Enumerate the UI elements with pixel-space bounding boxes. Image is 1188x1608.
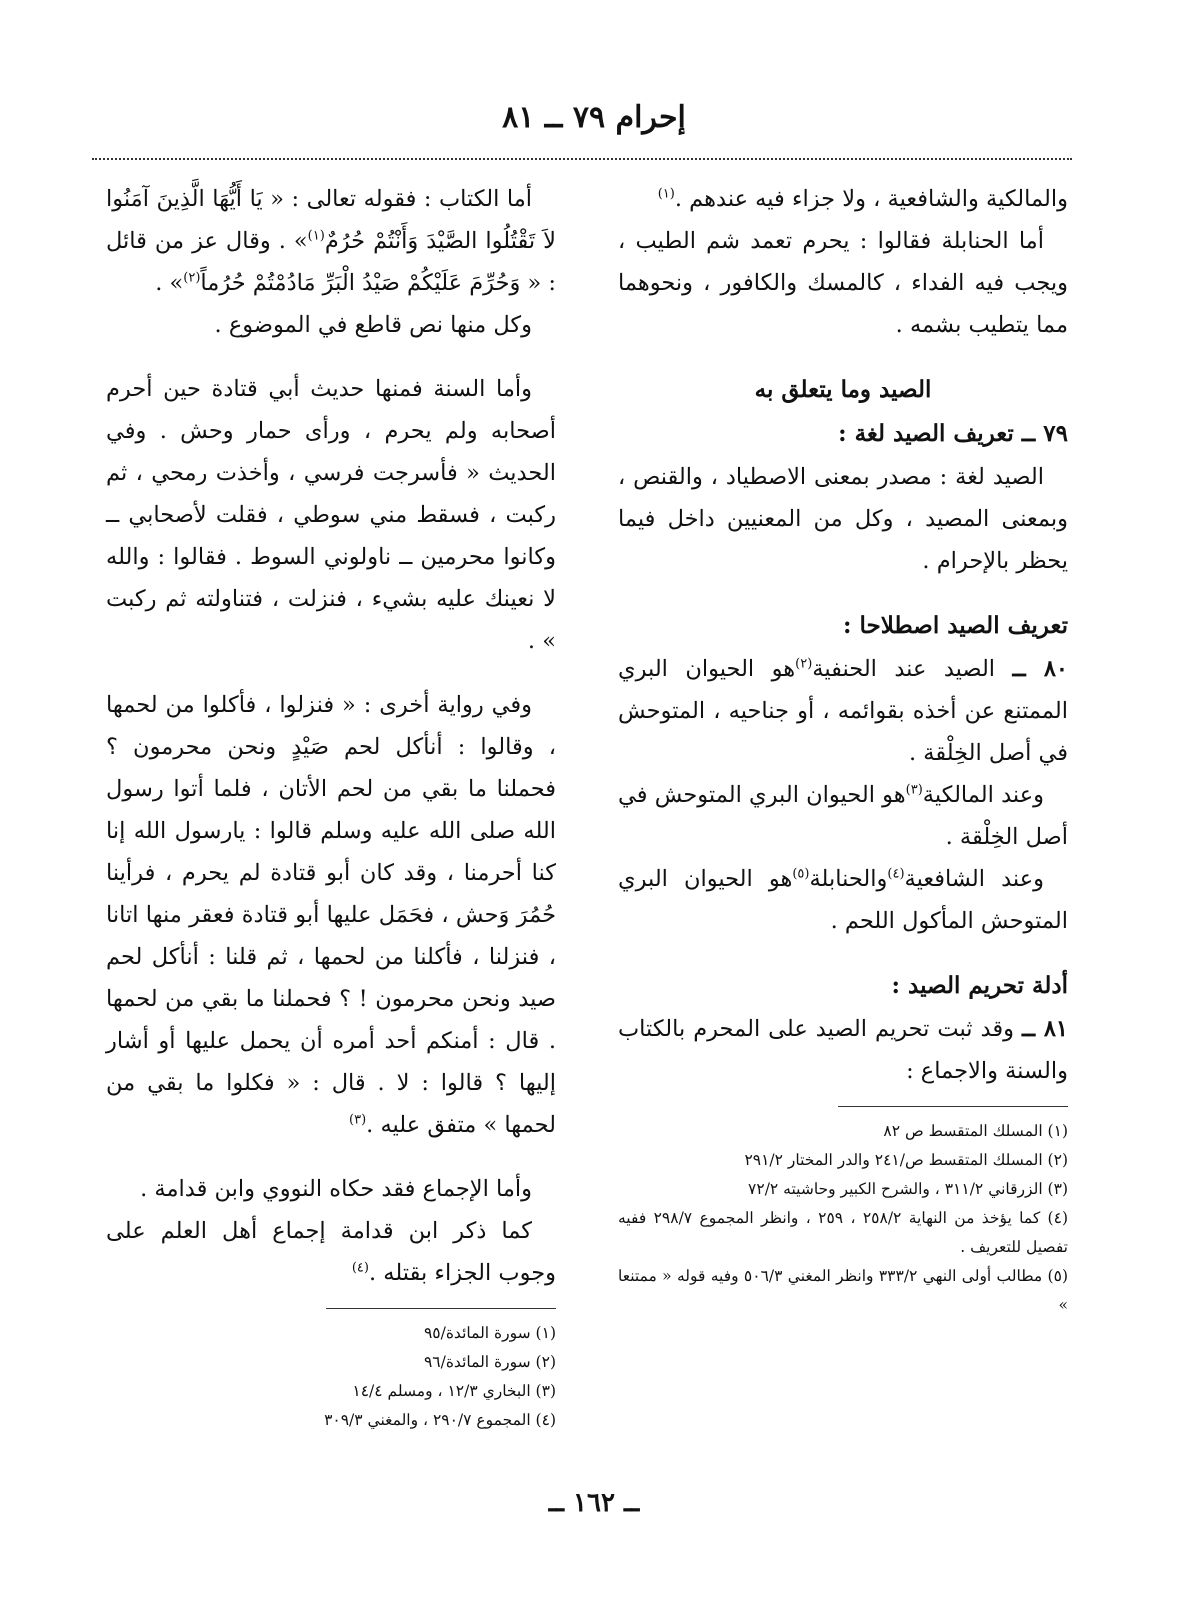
footnote-ref: (١) — [657, 186, 675, 202]
item-number: ٧٩ ــ — [1021, 420, 1068, 447]
footnote-ref: (١) — [307, 228, 325, 244]
text: الصيد عند الحنفية — [812, 656, 996, 682]
item-title: تعريف الصيد لغة : — [838, 420, 1014, 447]
section-title: الصيد وما يتعلق به — [754, 376, 932, 403]
text: هو الحيوان البري المتوحش المأكول اللحم . — [618, 866, 1068, 934]
footnote-ref: (٣) — [905, 782, 923, 798]
text: وعند المالكية — [922, 782, 1044, 808]
paragraph — [106, 684, 556, 1146]
paragraph — [618, 858, 1068, 942]
footnote: (١) سورة المائدة/٩٥ — [423, 1324, 556, 1342]
item-heading-79 — [618, 412, 1068, 456]
footnote: (٢) سورة المائدة/٩٦ — [423, 1353, 556, 1371]
footnote: (٣) البخاري ١٢/٣ ، ومسلم ١٤/٤ — [352, 1382, 556, 1400]
paragraph: وأما السنة فمنها حديث أبي قتادة حين أحرم أصحابه ولم يحرم ، ورأى حمار وحش . وفي الحديث « فأسرجت فرسي ، وأخذت رمحي ، ثم ركبت ، فسقط مني سوطي ، فقلت لأصحابي ــ وكانوا محرمين ــ ناولوني السوط . فقالوا : والله لا نعينك عليه بشيء ، فنزلت ، فتناولته ثم ركبت » . — [106, 376, 556, 654]
text: هو الحيوان البري المتوحش في أصل الخِلْقة . — [618, 782, 1068, 850]
page-number: ــ ١٦٢ ــ — [548, 1488, 640, 1518]
right-column — [618, 178, 1068, 1320]
footnote-ref: (٤) — [351, 1260, 369, 1276]
text: والحنابلة — [809, 866, 888, 892]
paragraph: وأما الإجماع فقد حكاه النووي وابن قدامة . — [140, 1176, 532, 1202]
page-header: إحرام ٧٩ ــ ٨١ — [502, 100, 686, 135]
paragraph-81 — [618, 1008, 1068, 1092]
footnote: (٥) مطالب أولى النهي ٣٣٣/٢ وانظر المغني ٥٠٦/٣ وفيه قوله « ممتنعا » — [618, 1267, 1068, 1314]
footnote-divider — [326, 1308, 556, 1309]
text: » . وقال عز من قائل : « وَحُرِّمَ عَلَيْكُمْ صَيْدُ الْبَرِّ مَادُمْتُمْ حُرُماً — [106, 228, 556, 296]
term-heading: تعريف الصيد اصطلاحا : — [842, 612, 1068, 639]
paragraph — [106, 1210, 556, 1294]
text: أما الكتاب : فقوله تعالى : « يَا أَيُّهَا الَّذِينَ آمَنُوا لاَ تَقْتُلُوا الصَّيْدَ وَأَنْتُمْ حُرُمٌ — [106, 186, 557, 254]
item-number: ٨١ ــ — [1021, 1016, 1068, 1042]
evidence-heading: أدلة تحريم الصيد : — [891, 972, 1068, 999]
footnote: (٤) المجموع ٢٩٠/٧ ، والمغني ٣٠٩/٣ — [324, 1411, 556, 1429]
text: كما ذكر ابن قدامة إجماع أهل العلم على وجوب الجزاء بقتله . — [106, 1218, 556, 1286]
footnote: (٣) الزرقاني ٣١١/٢ ، والشرح الكبير وحاشيته ٧٢/٢ — [748, 1180, 1068, 1198]
text: وفي رواية أخرى : « فنزلوا ، فأكلوا من لحمها ، وقالوا : أنأكل لحم صَيْدٍ ونحن محرمون ؟ فحملنا ما بقي من لحم الأتان ، فلما أتوا رسول الله صلى الله عليه وسلم قالوا : يارسول الله إنا كنا أحرمنا ، وقد كان أبو قتادة لم يحرم ، فرأينا حُمُرَ وَحش ، فحَمَل عليها أبو قتادة فعقر منها اتانا ، فنزلنا ، فأكلنا من لحمها ، ثم قلنا : أنأكل لحم صيد ونحن محرمون ! ؟ فحملنا ما بقي من لحمها . قال : أمنكم أحد أمره أن يحمل عليها أو أشار إليها ؟ قالوا : لا . قال : « فكلوا ما بقي من لحمها » متفق عليه . — [106, 692, 556, 1138]
text: وقد ثبت تحريم الصيد على المحرم بالكتاب والسنة والاجماع : — [618, 1016, 1068, 1084]
text: والمالكية والشافعية ، ولا جزاء فيه عندهم . — [674, 186, 1068, 212]
footnote: (٤) كما يؤخذ من النهاية ٢٥٨/٢ ، ٢٥٩ ، وانظر المجموع ٢٩٨/٧ ففيه تفصيل للتعريف . — [618, 1209, 1068, 1256]
text: هو الحيوان البري الممتنع عن أخذه بقوائمه ، أو جناحيه ، المتوحش في أصل الخِلْقة . — [618, 656, 1068, 766]
paragraph-80 — [618, 648, 1068, 774]
header-divider — [92, 158, 1072, 160]
footnote-ref: (٢) — [183, 270, 201, 286]
paragraph — [618, 178, 1068, 220]
paragraph: وكل منها نص قاطع في الموضوع . — [214, 312, 532, 338]
footnote-divider — [838, 1106, 1068, 1107]
paragraph — [106, 178, 556, 304]
paragraph: الصيد لغة : مصدر بمعنى الاصطياد ، والقنص ، وبمعنى المصيد ، وكل من المعنيين داخل فيما يحظر بالإحرام . — [618, 464, 1068, 574]
text: وعند الشافعية — [904, 866, 1044, 892]
paragraph: أما الحنابلة فقالوا : يحرم تعمد شم الطيب ، ويجب فيه الفداء ، كالمسك والكافور ، ونحوهما مما يتطيب بشمه . — [618, 228, 1068, 338]
footnote: (١) المسلك المتقسط ص ٨٢ — [883, 1122, 1068, 1140]
footnote-ref: (٢) — [795, 656, 813, 672]
paragraph — [618, 774, 1068, 858]
item-number: ٨٠ ــ — [1012, 656, 1068, 682]
footnote-ref: (٣) — [349, 1112, 367, 1128]
footnote-ref: (٥) — [792, 866, 810, 882]
left-column — [106, 178, 556, 1435]
footnote-ref: (٤) — [887, 866, 905, 882]
footnote: (٢) المسلك المتقسط ص/٢٤١ والدر المختار ٢٩١/٢ — [744, 1151, 1068, 1169]
text: » . — [155, 270, 184, 296]
